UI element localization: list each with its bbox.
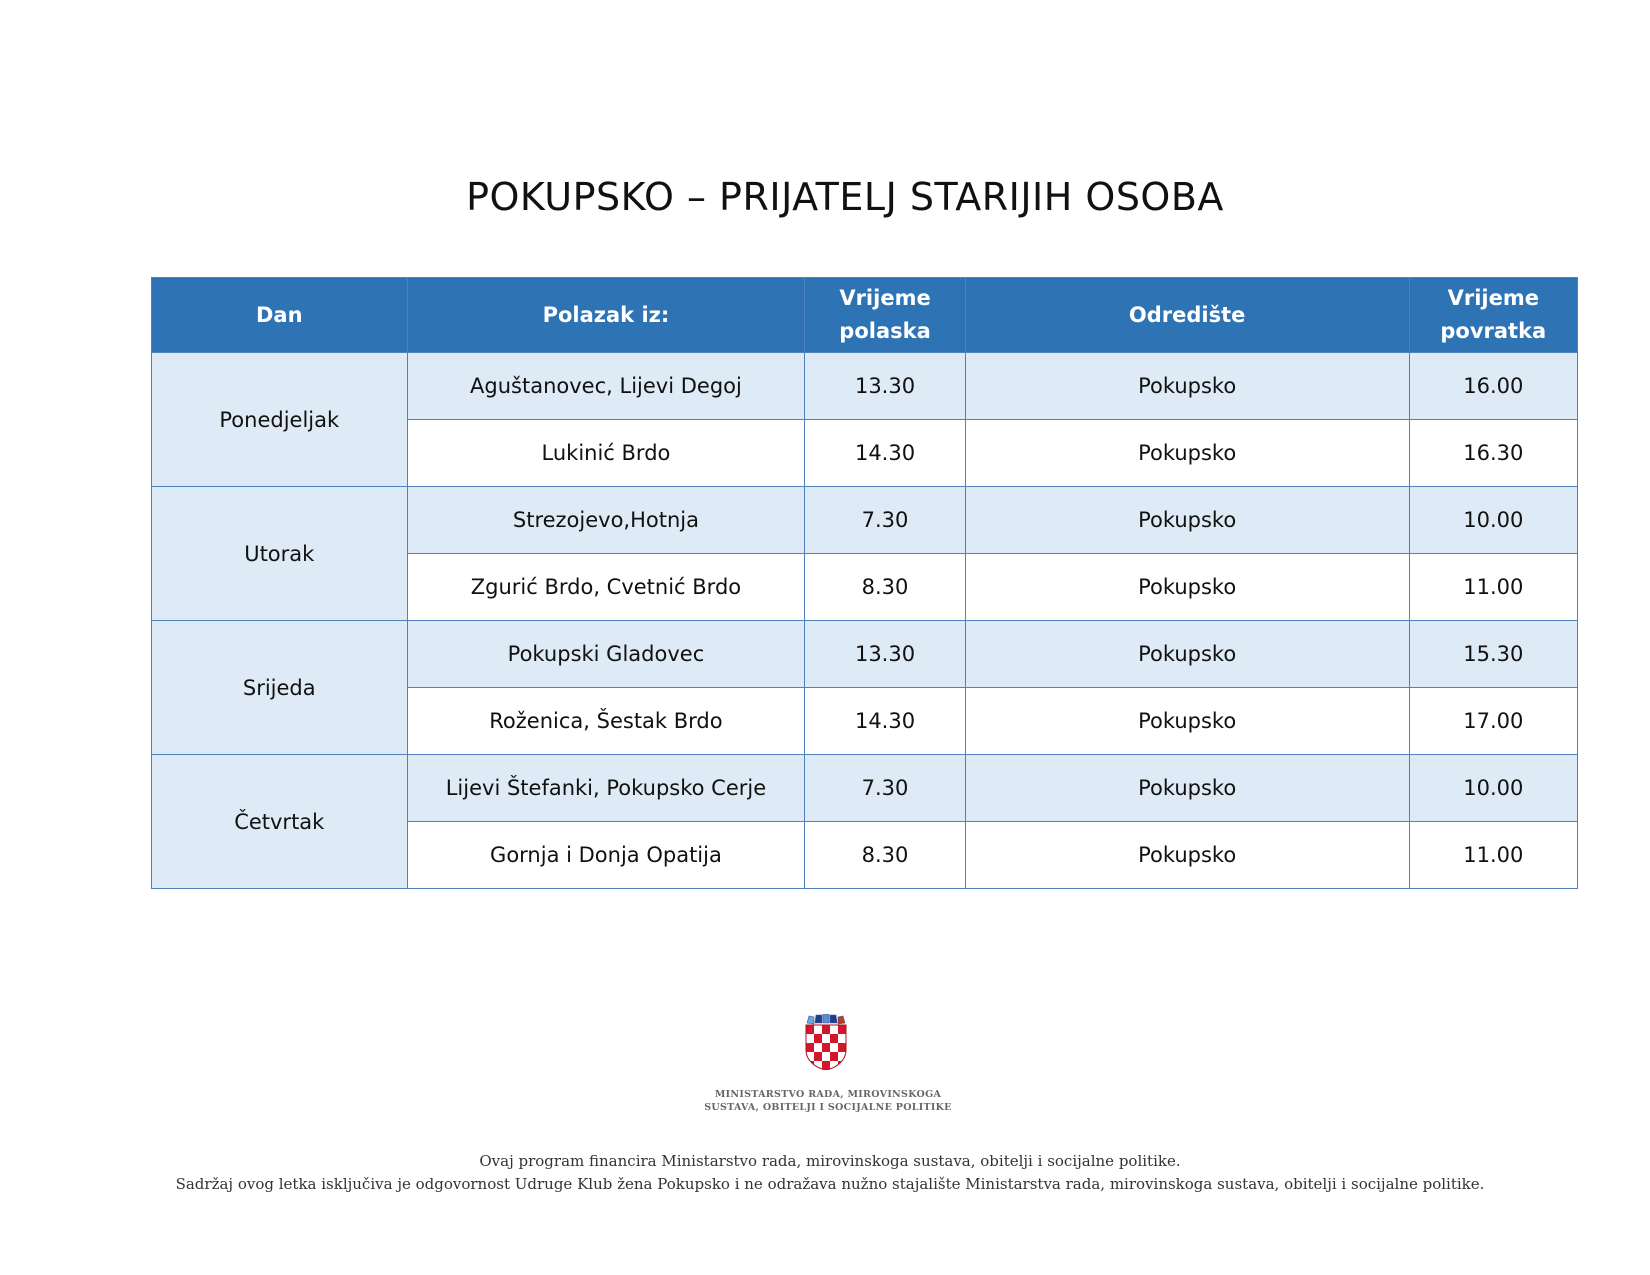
return-cell: 15.30 <box>1409 621 1577 688</box>
footer-line-2: Sadržaj ovog letka isključiva je odgovornost Udruge Klub žena Pokupsko i ne odražava nužno stajalište Ministarstva rada, mirovinskoga sustava, obitelji i socijalne politike. <box>175 1175 1485 1193</box>
table-row <box>152 353 1578 420</box>
from-cell: Lijevi Štefanki, Pokupsko Cerje <box>407 755 805 822</box>
return-cell: 16.00 <box>1409 353 1577 420</box>
page-title: POKUPSKO – PRIJATELJ STARIJIH OSOBA <box>466 175 1224 220</box>
return-cell: 10.00 <box>1409 487 1577 554</box>
from-cell: Gornja i Donja Opatija <box>407 822 805 889</box>
ministry-line-1: MINISTARSTVO RADA, MIROVINSKOGA <box>714 1089 942 1100</box>
departure-cell: 8.30 <box>805 554 965 621</box>
header-from: Polazak iz: <box>407 278 805 353</box>
return-cell: 10.00 <box>1409 755 1577 822</box>
destination-cell: Pokupsko <box>965 688 1409 755</box>
ministry-name <box>683 1088 973 1114</box>
day-cell: Utorak <box>152 487 408 621</box>
return-cell: 17.00 <box>1409 688 1577 755</box>
footer-line-1: Ovaj program financira Ministarstvo rada, mirovinskoga sustava, obitelji i socijalne politike. <box>479 1152 1181 1170</box>
coat-of-arms-icon <box>805 1014 847 1070</box>
table-row <box>152 621 1578 688</box>
day-cell: Ponedjeljak <box>152 353 408 487</box>
header-day: Dan <box>152 278 408 353</box>
table-row <box>152 755 1578 822</box>
day-cell: Četvrtak <box>152 755 408 889</box>
departure-cell: 14.30 <box>805 688 965 755</box>
destination-cell: Pokupsko <box>965 353 1409 420</box>
destination-cell: Pokupsko <box>965 822 1409 889</box>
from-cell: Aguštanovec, Lijevi Degoj <box>407 353 805 420</box>
header-return: Vrijeme povratka <box>1409 278 1577 353</box>
from-cell: Pokupski Gladovec <box>407 621 805 688</box>
schedule-table <box>151 277 1578 889</box>
departure-cell: 7.30 <box>805 755 965 822</box>
table-header-row <box>152 278 1578 353</box>
from-cell: Strezojevo,Hotnja <box>407 487 805 554</box>
departure-cell: 7.30 <box>805 487 965 554</box>
from-cell: Roženica, Šestak Brdo <box>407 688 805 755</box>
from-cell: Zgurić Brdo, Cvetnić Brdo <box>407 554 805 621</box>
destination-cell: Pokupsko <box>965 487 1409 554</box>
destination-cell: Pokupsko <box>965 420 1409 487</box>
departure-cell: 8.30 <box>805 822 965 889</box>
from-cell: Lukinić Brdo <box>407 420 805 487</box>
departure-cell: 14.30 <box>805 420 965 487</box>
return-cell: 11.00 <box>1409 822 1577 889</box>
destination-cell: Pokupsko <box>965 554 1409 621</box>
destination-cell: Pokupsko <box>965 755 1409 822</box>
header-destination: Odredište <box>965 278 1409 353</box>
table-row <box>152 487 1578 554</box>
day-cell: Srijeda <box>152 621 408 755</box>
ministry-line-2: SUSTAVA, OBITELJI I SOCIJALNE POLITIKE <box>704 1102 952 1113</box>
return-cell: 16.30 <box>1409 420 1577 487</box>
departure-cell: 13.30 <box>805 621 965 688</box>
departure-cell: 13.30 <box>805 353 965 420</box>
footer-note <box>0 1150 1650 1196</box>
return-cell: 11.00 <box>1409 554 1577 621</box>
destination-cell: Pokupsko <box>965 621 1409 688</box>
header-departure: Vrijeme polaska <box>805 278 965 353</box>
